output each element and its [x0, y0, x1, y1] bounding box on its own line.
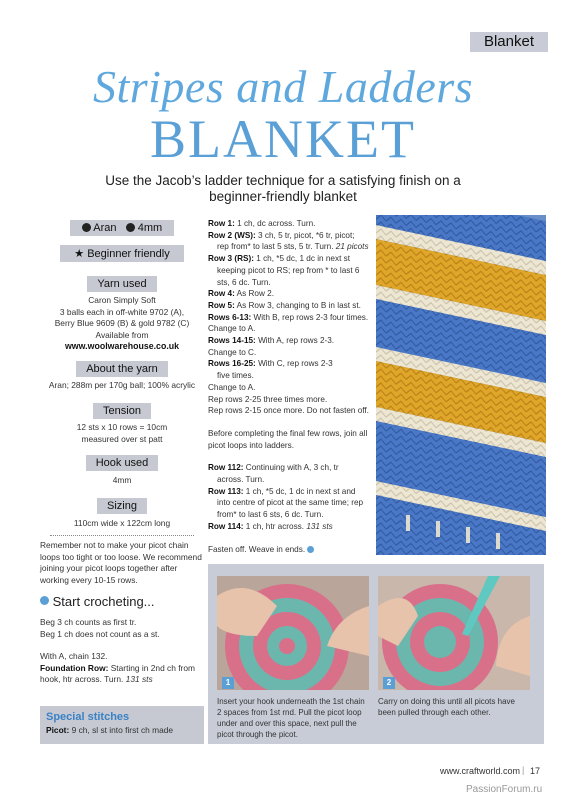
- foundation-text: Starting in 2nd ch from hook, htr across. Turn.: [40, 662, 195, 684]
- before-completing-text: Before completing the final few rows, join all picot loops into ladders.: [208, 428, 368, 450]
- yarn-used-text: [40, 295, 204, 353]
- page-title-line2: BLANKET: [150, 109, 416, 169]
- pattern-row-label: Row 2 (WS):: [208, 230, 256, 240]
- pattern-row-text: 1 ch, *5 dc, 1 dc in next st and: [245, 486, 356, 496]
- yarn-line: Caron Simply Soft: [88, 295, 156, 305]
- skill-pill: [60, 245, 184, 262]
- pattern-row-label: Row 4:: [208, 289, 235, 299]
- hook-icon: [126, 223, 135, 232]
- hook-used-heading: Hook used: [86, 455, 159, 471]
- pattern-row: [208, 300, 373, 312]
- fasten-off-label: Fasten off. Weave in ends.: [208, 544, 306, 554]
- yarn-line: Berry Blue 9609 (B) & gold 9782 (C): [54, 318, 190, 328]
- step-1-caption: Insert your hook underneath the 1st chain 2 spaces from 1st rnd. Pull the picot loop under and over this space, next pull the picot through the picot.: [217, 697, 365, 739]
- pattern-row: [208, 323, 373, 335]
- pattern-row-text: Change to A.: [208, 324, 256, 334]
- pattern-row-label: Row 3 (RS):: [208, 254, 254, 264]
- blanket-photo: [376, 215, 546, 555]
- step-2-badge: 2: [383, 677, 395, 689]
- special-label: Picot:: [46, 725, 70, 735]
- pattern-row: [208, 218, 373, 230]
- tension-heading: Tension: [93, 403, 151, 419]
- pattern-row-cont-text: keeping picot to RS; rep from * to last 6 sts, 6 dc. Turn.: [217, 265, 360, 287]
- page-subtitle: Use the Jacob’s ladder technique for a satisfying finish on a beginner-friendly blanket: [105, 173, 461, 204]
- foundation-count: 131 sts: [125, 674, 153, 684]
- dotted-divider: [50, 535, 194, 536]
- pattern-row-text: Continuing with A, 3 ch, tr: [245, 463, 339, 473]
- pattern-row: [208, 230, 373, 253]
- skill-label: Beginner friendly: [87, 248, 170, 260]
- pattern-row-continuation: [208, 265, 373, 288]
- tension-text: [40, 422, 204, 445]
- pattern-row-text: Rep rows 2-25 three times more.: [208, 394, 328, 404]
- pattern-row-label: Rows 14-15:: [208, 336, 256, 346]
- pattern-row-label: Rows 16-25:: [208, 359, 256, 369]
- yarn-hook-pill: [70, 220, 174, 236]
- star-icon: ★: [74, 248, 85, 260]
- info-column: [40, 218, 204, 536]
- step-2-caption: Carry on doing this until all picots have been pulled through each other.: [378, 697, 515, 717]
- special-text: [46, 725, 204, 737]
- footer-divider: |: [522, 765, 525, 775]
- yarn-ball-icon: [82, 223, 91, 232]
- pattern-row-text: Rep rows 2-15 once more. Do not fasten off.: [208, 406, 369, 416]
- pattern-row-label: Row 5:: [208, 300, 235, 310]
- pattern-row-cont-text: five times.: [217, 371, 254, 381]
- step-1-badge: 1: [222, 677, 234, 689]
- pattern-row-label: Rows 6-13:: [208, 312, 252, 322]
- pattern-row-text: With C, rep rows 2-3: [258, 359, 333, 369]
- about-yarn-heading: About the yarn: [76, 361, 168, 377]
- watermark: PassionForum.ru: [466, 784, 543, 795]
- pattern-row: [208, 521, 373, 533]
- pattern-row-cont-text: into centre of picot at the same time; rep from* to last 6 sts, 6 dc. Turn.: [217, 498, 364, 520]
- pattern-row-text: 1 ch, htr across.: [245, 521, 305, 531]
- yarn-used-heading: Yarn used: [87, 276, 156, 292]
- pattern-row: [208, 394, 373, 406]
- pattern-row-continuation: [208, 497, 373, 520]
- start-heading: [40, 594, 204, 609]
- step-photo-1: [217, 576, 369, 690]
- pattern-row-text: Change to A.: [208, 382, 256, 392]
- sizing-heading: Sizing: [97, 498, 147, 514]
- pattern-row: [208, 347, 373, 359]
- pattern-row-text: As Row 3, changing to B in last st.: [236, 300, 361, 310]
- pattern-row: [208, 312, 373, 324]
- pattern-row: [208, 253, 373, 288]
- hook-size-label: 4mm: [137, 222, 163, 234]
- yarn-line: 3 balls each in off-white 9702 (A),: [59, 306, 185, 317]
- pattern-row-label: Row 113:: [208, 486, 244, 496]
- tip-text: Remember not to make your picot chain loops too tight or too loose. We recommend joining your picot loops together after working every 10-15 rows.: [40, 540, 202, 585]
- pattern-row: [208, 382, 373, 394]
- pattern-row-cont-text: rep from* to last 5 sts, 5 tr. Turn.: [217, 242, 334, 252]
- pattern-row-continuation: [208, 474, 373, 486]
- pattern-row-text: 1 ch, dc across. Turn.: [237, 219, 316, 228]
- start-line: Beg 3 ch counts as first tr.: [40, 617, 137, 627]
- start-with: With A, chain 132.: [40, 651, 108, 661]
- yarn-ball-icon: [307, 546, 314, 553]
- tension-line: 12 sts x 10 rows = 10cm: [76, 422, 168, 432]
- start-heading-label: Start crocheting...: [52, 594, 155, 609]
- special-heading: Special stitches: [46, 711, 130, 723]
- pattern-row-count: 131 sts: [306, 521, 333, 531]
- pattern-row: [208, 405, 373, 417]
- section-tag: Blanket: [470, 32, 548, 52]
- page-number: 17: [530, 766, 541, 776]
- pattern-row-text: As Row 2.: [236, 289, 274, 299]
- start-line: Beg 1 ch does not count as a st.: [40, 628, 160, 639]
- footer-site: www.craftworld.com: [440, 766, 521, 776]
- pattern-row-text: 1 ch, *5 dc, 1 dc in next st: [256, 254, 350, 264]
- special-desc: 9 ch, sl st into first ch made: [71, 725, 174, 735]
- yarn-line: Available from: [95, 329, 149, 340]
- pattern-row: [208, 486, 373, 521]
- pattern-row-count: 21 picots: [335, 242, 369, 252]
- foundation-row: [40, 663, 204, 686]
- pattern-row: [208, 288, 373, 300]
- pattern-column: [208, 218, 373, 555]
- tension-line: measured over st patt: [81, 433, 163, 444]
- step-photo-2: [378, 576, 530, 690]
- pattern-row: [208, 358, 373, 381]
- fasten-off-text: [208, 544, 373, 556]
- foundation-label: Foundation Row:: [40, 662, 109, 673]
- pattern-row-text: With B, rep rows 2-3 four times.: [253, 312, 369, 322]
- pattern-row-text: With A, rep rows 2-3.: [258, 336, 335, 346]
- sizing-text: 110cm wide x 122cm long: [73, 517, 171, 528]
- pattern-row-text: 3 ch, 5 tr, picot, *6 tr, picot;: [258, 230, 355, 240]
- yarn-ball-icon: [40, 596, 49, 605]
- yarn-weight-label: Aran: [93, 222, 117, 234]
- pattern-row-label: Row 1:: [208, 219, 235, 228]
- pattern-row: [208, 335, 373, 347]
- about-yarn-text: Aran; 288m per 170g ball; 100% acrylic: [48, 379, 196, 390]
- start-section: [40, 594, 204, 686]
- pattern-row-continuation: [208, 241, 373, 253]
- pattern-row-continuation: [208, 370, 373, 382]
- pattern-row-label: Row 112:: [208, 463, 244, 473]
- step-2-illustration: [378, 576, 530, 690]
- blanket-illustration: [376, 215, 546, 555]
- pattern-row-text: Change to C.: [208, 347, 257, 357]
- pattern-row-cont-text: across. Turn.: [217, 475, 265, 485]
- page-title-line1: Stripes and Ladders: [92, 61, 474, 112]
- step-1-illustration: [217, 576, 369, 690]
- pattern-row: [208, 462, 373, 485]
- special-stitches-box: [40, 706, 204, 744]
- yarn-url: www.woolwarehouse.co.uk: [64, 341, 180, 351]
- hook-used-text: 4mm: [112, 475, 132, 485]
- pattern-row-label: Row 114:: [208, 521, 244, 531]
